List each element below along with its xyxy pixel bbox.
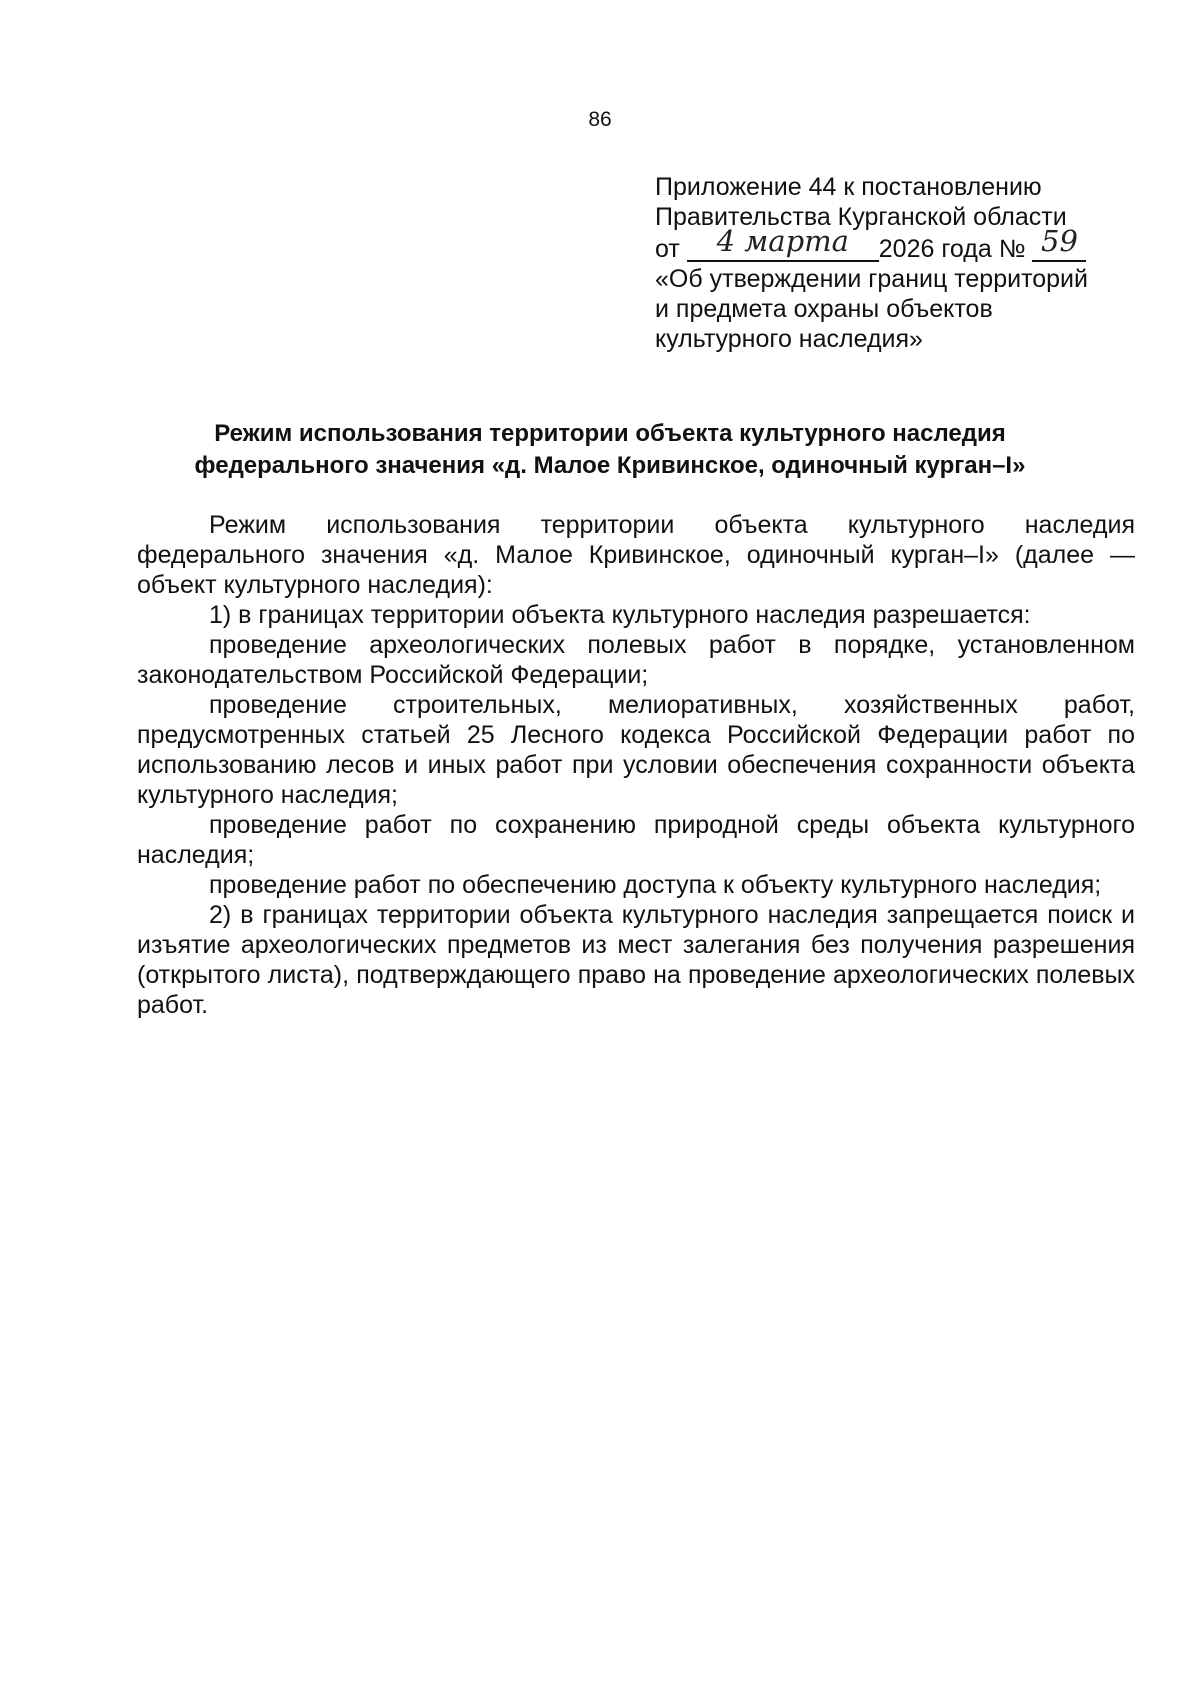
item-1-d: проведение работ по обеспечению доступа к объекту культурного наследия;: [209, 871, 1102, 899]
appendix-header: [655, 172, 1125, 354]
handwritten-number-field: [1032, 224, 1086, 262]
item-1-b: проведение строительных, мелиоративных, хозяйственных работ, предусмотренных статьей 25 Лесного кодекса Российской Федерации работ по использованию лесов и иных работ при условии обеспечения сохранности объекта культурного наследия;: [137, 691, 1135, 809]
document-title: [150, 418, 1070, 482]
from-prefix: от: [655, 235, 680, 263]
appendix-line-2: Правительства Курганской области: [655, 203, 1067, 231]
title-line-1: Режим использования территории объекта культурного наследия: [214, 420, 1006, 447]
page-number: 86: [588, 108, 612, 131]
document-body: [137, 510, 1135, 1020]
item-1-a: проведение археологических полевых работ в порядке, установленном законодательством Российской Федерации;: [137, 631, 1135, 689]
appendix-line-5: и предмета охраны объектов: [655, 295, 993, 323]
handwritten-number: 59: [1041, 224, 1078, 258]
appendix-line-1: Приложение 44 к постановлению: [655, 173, 1042, 201]
appendix-line-4: «Об утверждении границ территорий: [655, 265, 1088, 293]
handwritten-date: 4 марта: [716, 224, 849, 258]
handwritten-date-field: [687, 224, 879, 262]
intro-paragraph: Режим использования территории объекта культурного наследия федерального значения «д. Малое Кривинское, одиночный курган–I» (далее — объект культурного наследия):: [137, 511, 1135, 599]
year-text: 2026 года №: [878, 235, 1026, 263]
item-1-c: проведение работ по сохранению природной среды объекта культурного наследия;: [137, 811, 1135, 869]
item-2: 2) в границах территории объекта культурного наследия запрещается поиск и изъятие археологических предметов из мест залегания без получения разрешения (открытого листа), подтверждающего право на проведение археологических полевых работ.: [137, 901, 1135, 1019]
item-1-heading: 1) в границах территории объекта культурного наследия разрешается:: [209, 601, 1031, 629]
title-line-2: федерального значения «д. Малое Кривинское, одиночный курган–I»: [194, 452, 1026, 479]
appendix-date-line: [655, 224, 1125, 264]
appendix-line-6: культурного наследия»: [655, 325, 923, 353]
